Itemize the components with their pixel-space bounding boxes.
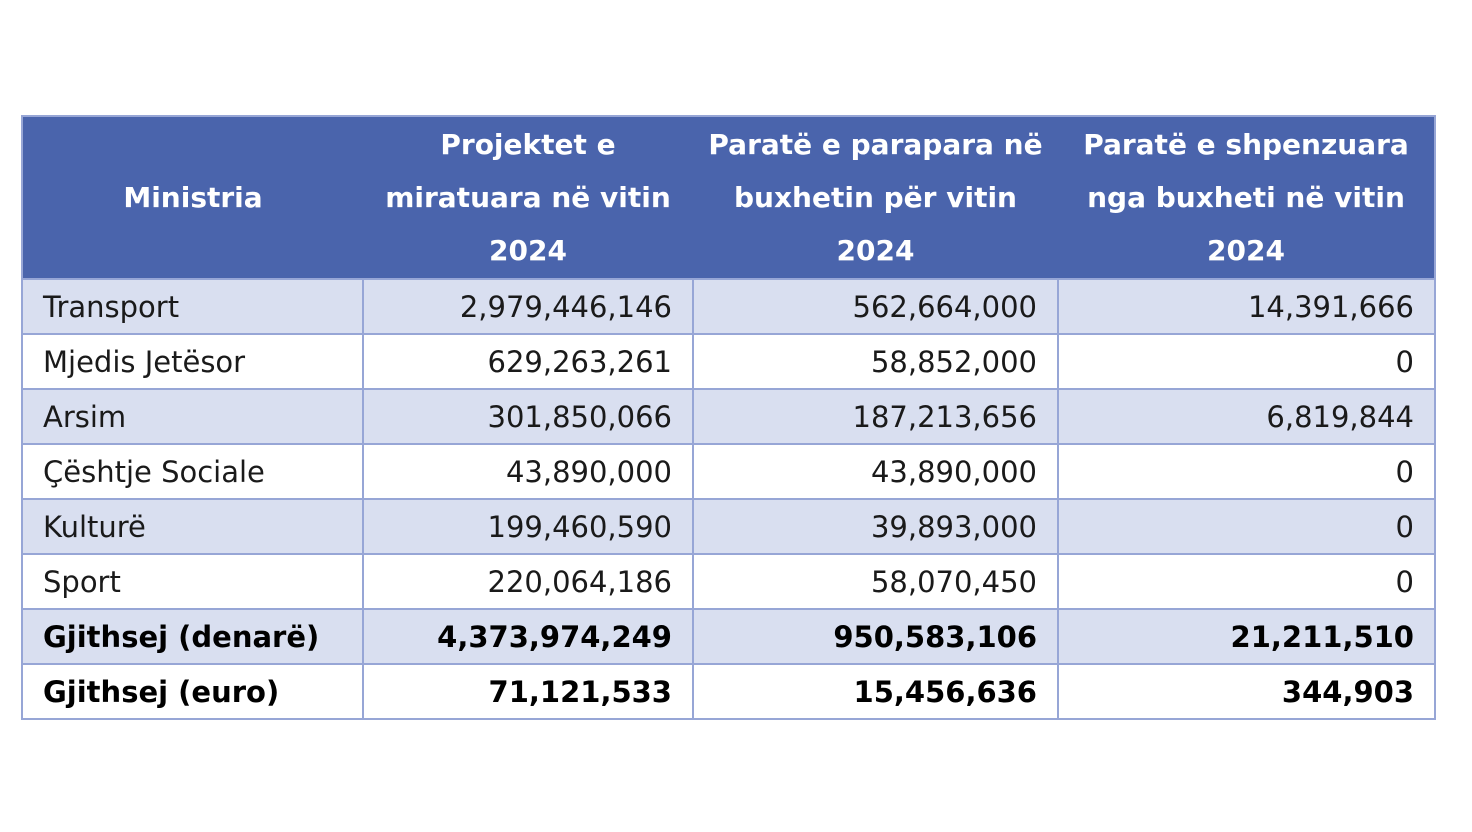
total-row-denars — [22, 609, 1435, 664]
header-spent-budget: Paratë e shpenzuara nga buxheti në vitin 2024 — [1058, 116, 1435, 279]
table-row — [22, 334, 1435, 389]
table-row — [22, 279, 1435, 334]
spent-cell: 0 — [1058, 554, 1435, 609]
spent-cell: 14,391,666 — [1058, 279, 1435, 334]
table-row — [22, 554, 1435, 609]
ministry-cell: Çështje Sociale — [22, 444, 363, 499]
total-spent: 344,903 — [1058, 664, 1435, 719]
total-approved: 4,373,974,249 — [363, 609, 693, 664]
total-label: Gjithsej (denarë) — [22, 609, 363, 664]
table-row — [22, 444, 1435, 499]
budget-table — [21, 115, 1436, 720]
header-approved-projects: Projektet e miratuara në vitin 2024 — [363, 116, 693, 279]
approved-cell: 199,460,590 — [363, 499, 693, 554]
planned-cell: 187,213,656 — [693, 389, 1058, 444]
total-spent: 21,211,510 — [1058, 609, 1435, 664]
approved-cell: 43,890,000 — [363, 444, 693, 499]
header-planned-budget: Paratë e parapara në buxhetin për vitin 2024 — [693, 116, 1058, 279]
approved-cell: 2,979,446,146 — [363, 279, 693, 334]
total-planned: 950,583,106 — [693, 609, 1058, 664]
header-ministry: Ministria — [22, 116, 363, 279]
total-label: Gjithsej (euro) — [22, 664, 363, 719]
total-planned: 15,456,636 — [693, 664, 1058, 719]
table-header-row — [22, 116, 1435, 279]
table-row — [22, 499, 1435, 554]
spent-cell: 6,819,844 — [1058, 389, 1435, 444]
table-row — [22, 389, 1435, 444]
spent-cell: 0 — [1058, 334, 1435, 389]
planned-cell: 58,070,450 — [693, 554, 1058, 609]
planned-cell: 562,664,000 — [693, 279, 1058, 334]
total-approved: 71,121,533 — [363, 664, 693, 719]
ministry-cell: Transport — [22, 279, 363, 334]
approved-cell: 301,850,066 — [363, 389, 693, 444]
ministry-cell: Mjedis Jetësor — [22, 334, 363, 389]
spent-cell: 0 — [1058, 444, 1435, 499]
spent-cell: 0 — [1058, 499, 1435, 554]
planned-cell: 58,852,000 — [693, 334, 1058, 389]
planned-cell: 39,893,000 — [693, 499, 1058, 554]
total-row-euro — [22, 664, 1435, 719]
ministry-cell: Kulturë — [22, 499, 363, 554]
planned-cell: 43,890,000 — [693, 444, 1058, 499]
ministry-cell: Arsim — [22, 389, 363, 444]
approved-cell: 629,263,261 — [363, 334, 693, 389]
ministry-cell: Sport — [22, 554, 363, 609]
approved-cell: 220,064,186 — [363, 554, 693, 609]
